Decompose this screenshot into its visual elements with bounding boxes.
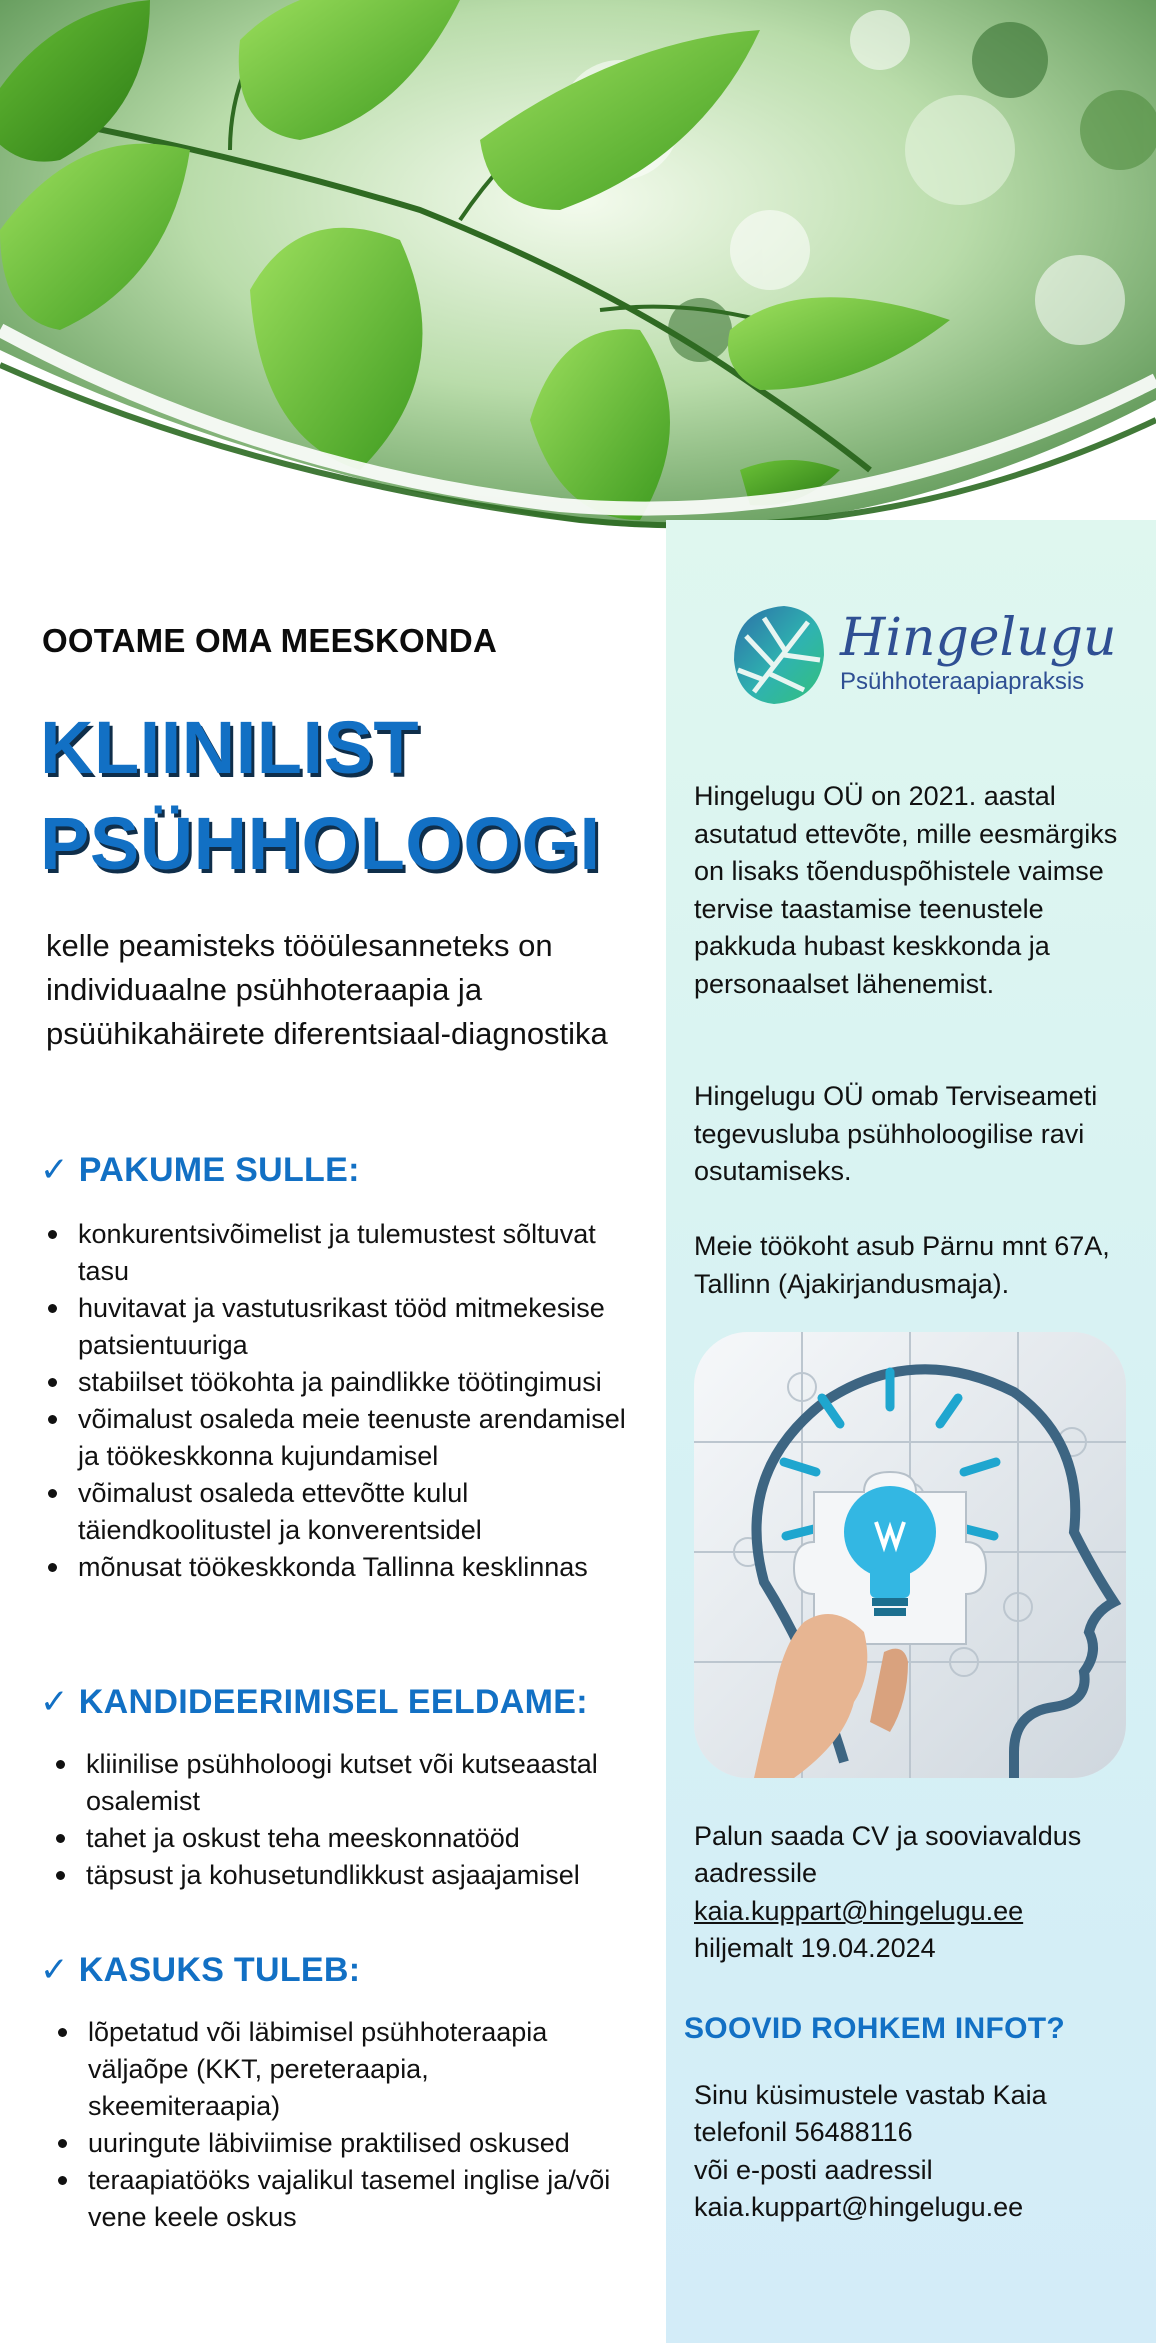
section-title: PAKUME SULLE: — [78, 1150, 360, 1189]
advantages-list — [88, 2014, 628, 2236]
check-icon: ✓ — [40, 1151, 69, 1189]
list-item: uuringute läbiviimise praktilised oskused — [88, 2125, 628, 2162]
section-heading-advantages — [40, 1950, 360, 1990]
about-paragraph-1: Hingelugu OÜ on 2021. aastal asutatud ettevõte, mille eesmärgiks on lisaks tõenduspõhistele vaimse tervise taastamise teenustele pakkuda hubast keskkonda ja personaalset lähenemist. — [694, 781, 1118, 999]
list-item: tahet ja oskust teha meeskonnatööd — [86, 1820, 646, 1857]
more-info-heading: SOOVID ROHKEM INFOT? — [684, 2012, 1065, 2045]
headline-line-2: PSÜHHOLOOGI — [40, 802, 601, 885]
cta-line-2: aadressile — [694, 1858, 818, 1888]
section-heading-requirements — [40, 1682, 588, 1722]
cta-deadline: hiljemalt 19.04.2024 — [694, 1933, 936, 1963]
monstera-leaf-logo-icon — [724, 600, 830, 710]
bullet-icon — [48, 1304, 57, 1313]
role-description: kelle peamisteks tööülesanneteks on individuaalne psühhoteraapia ja psüühikahäirete diferentsiaal-diagnostika — [46, 928, 608, 1051]
list-item: võimalust osaleda meie teenuste arendamisel ja töökeskkonna kujundamisel — [78, 1401, 648, 1475]
check-icon: ✓ — [40, 1951, 69, 1989]
green-leaves-photo-icon — [0, 0, 1156, 570]
bullet-icon — [48, 1563, 57, 1572]
bullet-icon — [48, 1230, 57, 1239]
list-item: teraapiatööks vajalikul tasemel inglise ja/või vene keele oskus — [88, 2162, 628, 2236]
bullet-icon — [56, 1760, 65, 1769]
section-title: KASUKS TULEB: — [78, 1950, 361, 1989]
list-item: konkurentsivõimelist ja tulemustest sõltuvat tasu — [78, 1216, 648, 1290]
bullet-icon — [56, 1871, 65, 1880]
check-icon: ✓ — [40, 1683, 69, 1721]
contact-line-2: telefonil 56488116 — [694, 2117, 913, 2147]
section-title: KANDIDEERIMISEL EELDAME: — [78, 1682, 588, 1721]
address-paragraph: Meie töökoht asub Pärnu mnt 67A, Tallinn (Ajakirjandusmaja). — [694, 1231, 1110, 1299]
bullet-icon — [48, 1415, 57, 1424]
list-item: stabiilset töökohta ja paindlikke töötingimusi — [78, 1364, 648, 1401]
hero-leaves-image — [0, 0, 1156, 570]
lightbulb-puzzle-head-illustration — [694, 1332, 1126, 1778]
offer-list — [78, 1216, 648, 1586]
list-item: kliinilise psühholoogi kutset või kutseaastal osalemist — [86, 1746, 646, 1820]
requirements-list — [86, 1746, 646, 1894]
logo-subtitle: Psühhoteraapiapraksis — [840, 668, 1085, 695]
logo-title: Hingelugu — [840, 608, 1117, 668]
contact-email[interactable]: kaia.kuppart@hingelugu.ee — [694, 2192, 1024, 2222]
section-heading-offer — [40, 1150, 360, 1190]
bullet-icon — [56, 1834, 65, 1843]
job-title-headline — [40, 700, 660, 892]
list-item: mõnusat töökeskkonda Tallinna kesklinnas — [78, 1549, 648, 1586]
about-paragraph-2: Hingelugu OÜ omab Terviseameti tegevusluba psühholoogilise ravi osutamiseks. — [694, 1081, 1098, 1187]
bullet-icon — [48, 1489, 57, 1498]
cta-email-link[interactable]: kaia.kuppart@hingelugu.ee — [694, 1896, 1024, 1926]
bullet-icon — [48, 1378, 57, 1387]
kicker-heading: OOTAME OMA MEESKONDA — [42, 622, 497, 659]
cta-line-1: Palun saada CV ja sooviavaldus — [694, 1821, 1082, 1851]
list-item: täpsust ja kohusetundlikkust asjaajamisel — [86, 1857, 646, 1894]
contact-line-3: või e-posti aadressil — [694, 2155, 933, 2185]
list-item: huvitavat ja vastutusrikast tööd mitmekesise patsientuuriga — [78, 1290, 648, 1364]
list-item: lõpetatud või läbimisel psühhoteraapia väljaõpe (KKT, pereteraapia, skeemiteraapia) — [88, 2014, 628, 2125]
list-item: võimalust osaleda ettevõtte kulul täiendkoolitustel ja konverentsidel — [78, 1475, 648, 1549]
bullet-icon — [58, 2028, 67, 2037]
contact-line-1: Sinu küsimustele vastab Kaia — [694, 2080, 1047, 2110]
bullet-icon — [58, 2139, 67, 2148]
headline-line-1: KLIINILIST — [40, 706, 420, 789]
bullet-icon — [58, 2176, 67, 2185]
